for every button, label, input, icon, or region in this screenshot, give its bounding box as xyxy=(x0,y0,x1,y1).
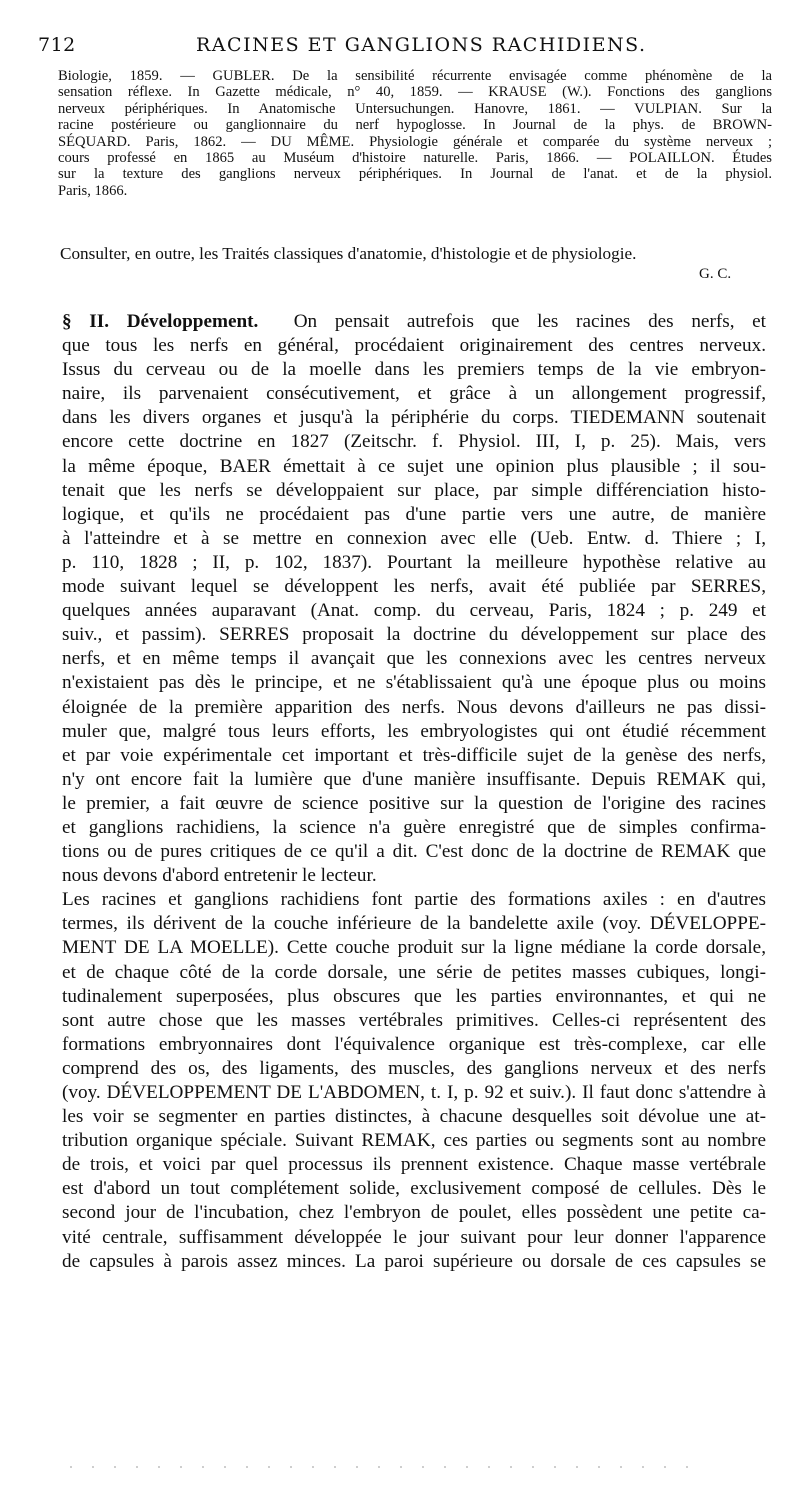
body-line: second jour de l'incubation, chez l'embryon de poulet, elles possèdent une petite ca- xyxy=(62,1202,766,1224)
body-line: formations embryonnaires dont l'équivalence organique est très-complexe, car elle xyxy=(62,1033,766,1055)
body-line: que tous les nerfs en général, procédaient originairement des centres nerveux. xyxy=(62,335,766,357)
bibliography-line: Biologie, 1859. — GUBLER. De la sensibilité récurrente envisagée comme phénomène de la xyxy=(58,68,772,84)
body-line: et par voie expérimentale cet important et très-difficile sujet de la genèse des nerfs, xyxy=(62,744,766,766)
body-line: encore cette doctrine en 1827 (Zeitschr. f. Physiol. III, I, p. 25). Mais, vers xyxy=(62,431,766,453)
body-line: est d'abord un tout complétement solide, exclusivement composé de cellules. Dès le xyxy=(62,1178,766,1200)
body-line: n'existaient pas dès le principe, et ne s'établissaient qu'à une époque plus ou moins xyxy=(62,672,766,694)
bibliography-block xyxy=(58,68,772,199)
body-line-text: On pensait autrefois que les racines des nerfs, et xyxy=(293,311,767,332)
body-line: de capsules à parois assez minces. La paroi supérieure ou dorsale de ces capsules se xyxy=(62,1250,766,1272)
body-line: le premier, a fait œuvre de science positive sur la question de l'origine des racines xyxy=(62,792,766,814)
body-line: Issus du cerveau ou de la moelle dans les premiers temps de la vie embryon- xyxy=(62,359,766,381)
section-heading: § II. Développement. xyxy=(62,311,259,332)
bibliography-line: sur la texture des ganglions nerveux périphériques. In Journal de l'anat. et de la physiol. xyxy=(58,166,772,183)
body-line: mode suivant lequel se développent les nerfs, avait été publiée par SERRES, xyxy=(62,576,766,598)
body-line: tudinalement superposées, plus obscures que les parties environnantes, et qui ne xyxy=(62,985,766,1007)
body-line: comprend des os, des ligaments, des muscles, des ganglions nerveux et des nerfs xyxy=(62,1057,766,1079)
bibliography-line: SÉQUARD. Paris, 1862. — DU MÊME. Physiologie générale et comparée du système nerveux ; xyxy=(58,133,772,150)
body-line: p. 110, 1828 ; II, p. 102, 1837). Pourtant la meilleure hypothèse relative au xyxy=(62,551,766,573)
body-line: naire, ils parvenaient consécutivement, et grâce à un allongement progressif, xyxy=(62,383,766,405)
consult-note: Consulter, en outre, les Traités classiques d'anatomie, d'histologie et de physiologie. xyxy=(60,244,637,263)
body-line: n'y ont encore fait la lumière que d'une manière insuffisante. Depuis REMAK qui, xyxy=(62,768,766,790)
body-line: tenait que les nerfs se développaient sur place, par simple différenciation histo- xyxy=(62,479,766,501)
body-line: logique, et qu'ils ne procédaient pas d'une partie vers une autre, de manière xyxy=(62,503,766,525)
body-line: tions ou de pures critiques de ce qu'il a dit. C'est donc de la doctrine de REMAK que xyxy=(62,841,766,863)
body-text xyxy=(62,310,766,1274)
body-line: tribution organique spéciale. Suivant REMAK, ces parties ou segments sont au nombre xyxy=(62,1130,766,1152)
page-number: 712 xyxy=(38,34,76,56)
body-line: sont autre chose que les masses vertébrales primitives. Celles-ci représentent des xyxy=(62,1009,766,1031)
body-line: muler que, malgré tous leurs efforts, les embryologistes qui ont étudié récemment xyxy=(62,720,766,742)
body-line: et ganglions rachidiens, la science n'a guère enregistré que de simples confirma- xyxy=(62,816,766,838)
body-line: nerfs, et en même temps il avançait que les connexions avec les centres nerveux xyxy=(62,648,766,670)
body-line xyxy=(62,310,766,334)
body-line: de trois, et voici par quel processus ils prennent existence. Chaque masse vertébrale xyxy=(62,1154,766,1176)
bibliography-line: sensation réflexe. In Gazette médicale, n° 40, 1859. — KRAUSE (W.). Fonctions des ganglions xyxy=(58,84,772,101)
bibliography-line: nerveux périphériques. In Anatomische Untersuchungen. Hanovre, 1861. — VULPIAN. Sur la xyxy=(58,100,772,117)
body-line: Les racines et ganglions rachidiens font partie des formations axiles : en d'autres xyxy=(62,889,766,911)
body-line: quelques années auparavant (Anat. comp. du cerveau, Paris, 1824 ; p. 249 et xyxy=(62,600,766,622)
body-line: termes, ils dérivent de la couche inférieure de la bandelette axile (voy. DÉVELOPPE- xyxy=(62,913,766,935)
body-line: les voir se segmenter en parties distinctes, à chacune desquelles soit dévolue une at- xyxy=(62,1106,766,1128)
body-line: et de chaque côté de la corde dorsale, une série de petites masses cubiques, longi- xyxy=(62,961,766,983)
scan-noise-divider xyxy=(60,1464,700,1470)
body-line: (voy. DÉVELOPPEMENT DE L'ABDOMEN, t. I, p. 92 et suiv.). Il faut donc s'attendre à xyxy=(62,1082,766,1103)
bibliography-line: cours professé en 1865 au Muséum d'histoire naturelle. Paris, 1866. — POLAILLON. Études xyxy=(58,150,772,167)
body-line: suiv., et passim). SERRES proposait la doctrine du développement sur place des xyxy=(62,624,766,646)
page-header xyxy=(38,34,762,62)
body-line: nous devons d'abord entretenir le lecteur. xyxy=(62,865,377,887)
body-line: à l'atteindre et à se mettre en connexion avec elle (Ueb. Entw. d. Thiere ; I, xyxy=(62,527,766,549)
body-line: dans les divers organes et jusqu'à la périphérie du corps. TIEDEMANN soutenait xyxy=(62,407,766,429)
bibliography-line: Paris, 1866. xyxy=(58,182,128,199)
body-line: éloignée de la première apparition des nerfs. Nous devons d'ailleurs ne pas dissi- xyxy=(62,696,766,718)
author-signature: G. C. xyxy=(699,266,732,282)
bibliography-line: racine postérieure ou ganglionnaire du nerf hypoglosse. In Journal de la phys. de BROWN- xyxy=(58,117,772,134)
body-line: vité centrale, suffisamment développée le jour suivant pour leur donner l'apparence xyxy=(62,1226,766,1248)
running-title: RACINES ET GANGLIONS RACHIDIENS. xyxy=(196,34,647,56)
body-line: la même époque, BAER émettait à ce sujet une opinion plus plausible ; il sou- xyxy=(62,455,766,477)
body-line: MENT DE LA MOELLE). Cette couche produit sur la ligne médiane la corde dorsale, xyxy=(62,937,766,959)
